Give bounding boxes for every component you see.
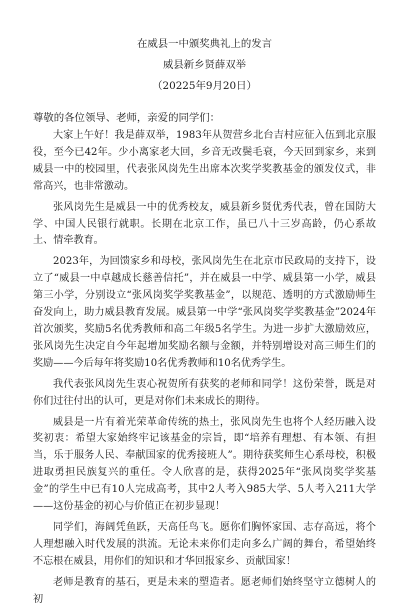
- document-header: [33, 34, 376, 97]
- paragraph-4: 我代表张风岗先生衷心祝贺所有获奖的老师和同学！这份荣誉，既是对你们过往付出的认可，更是对你们未来成长的期待。: [33, 378, 376, 407]
- document-date: （20225年9月20日）: [152, 80, 257, 92]
- salutation: 尊敬的各位领导、老师，亲爱的同学们：: [33, 112, 221, 124]
- paragraph-7: 老师是教育的基石，更是未来的塑造者。愿老师们始终坚守立德树人的初: [33, 576, 376, 605]
- paragraph-5: 威县是一片有着光荣革命传统的热土，张风岗先生也将个人经历融入设奖初衷：希望大家始终牢记该基金的宗旨，即“培养有理想、有本领、有担当，乐于服务人民、奉献国家的优秀接班人”。期待获奖师生心系母校，积极进取勇担民族复兴的重任。令人欣喜的是，获得2025年“张风岗奖学奖基金”的学生中已有10人完成高考，其中2人考入985大学、5人考入211大学——这份基金的初心与价值正在初步显现！: [33, 416, 376, 513]
- paragraph-2: 张风岗先生是威县一中的优秀校友，威县新乡贤优秀代表，曾在国防大学、中国人民银行就职。长期在北京工作，虽已八十三岁高龄，仍心系故土、情牵教育。: [33, 201, 376, 247]
- paragraph-3: 2023年，为回馈家乡和母校，张风岗先生在北京市民政局的支持下，设立了“威县一中卓越成长慈善信托”，并在威县一中学、威县第一小学，威县第三小学，分别设立“张风岗奖学奖教基金”，以规范、透明的方式激励师生奋发向上，助力威县教育发展。威县第一中学“张风岗奖学奖教基金”2024年首次颁奖，奖励5名优秀教师和高二年级5名学生。为进一步扩大激励效应，张风岗先生决定自今年起增加奖励名额与金额，并特别增设对高三师生们的奖励——今后每年将奖励10名优秀教师和10名优秀学生。: [33, 256, 376, 369]
- paragraph-1: 大家上午好！我是薛双举，1983年从贺营乡北台吉村应征入伍到北京服役，至今已42年。少小离家老大回，乡音无改鬓毛衰，今天回到家乡，来到威县一中的校园里，代表张风岗先生出席本次奖学奖教基金的颁发仪式，非常高兴，也非常激动。: [33, 130, 376, 192]
- paragraph-6: 同学们，海阔凭鱼跃，天高任鸟飞。愿你们胸怀家国、志存高远，将个人理想融入时代发展的洪流。无论未来你们走向多么广阔的舞台，希望始终不忘根在威县，用你们的知识和才华回报家乡、贡献国家！: [33, 521, 376, 567]
- document-title: 在威县一中颁奖典礼上的发言: [136, 38, 273, 50]
- document-author: 威县新乡贤薛双举: [162, 59, 247, 71]
